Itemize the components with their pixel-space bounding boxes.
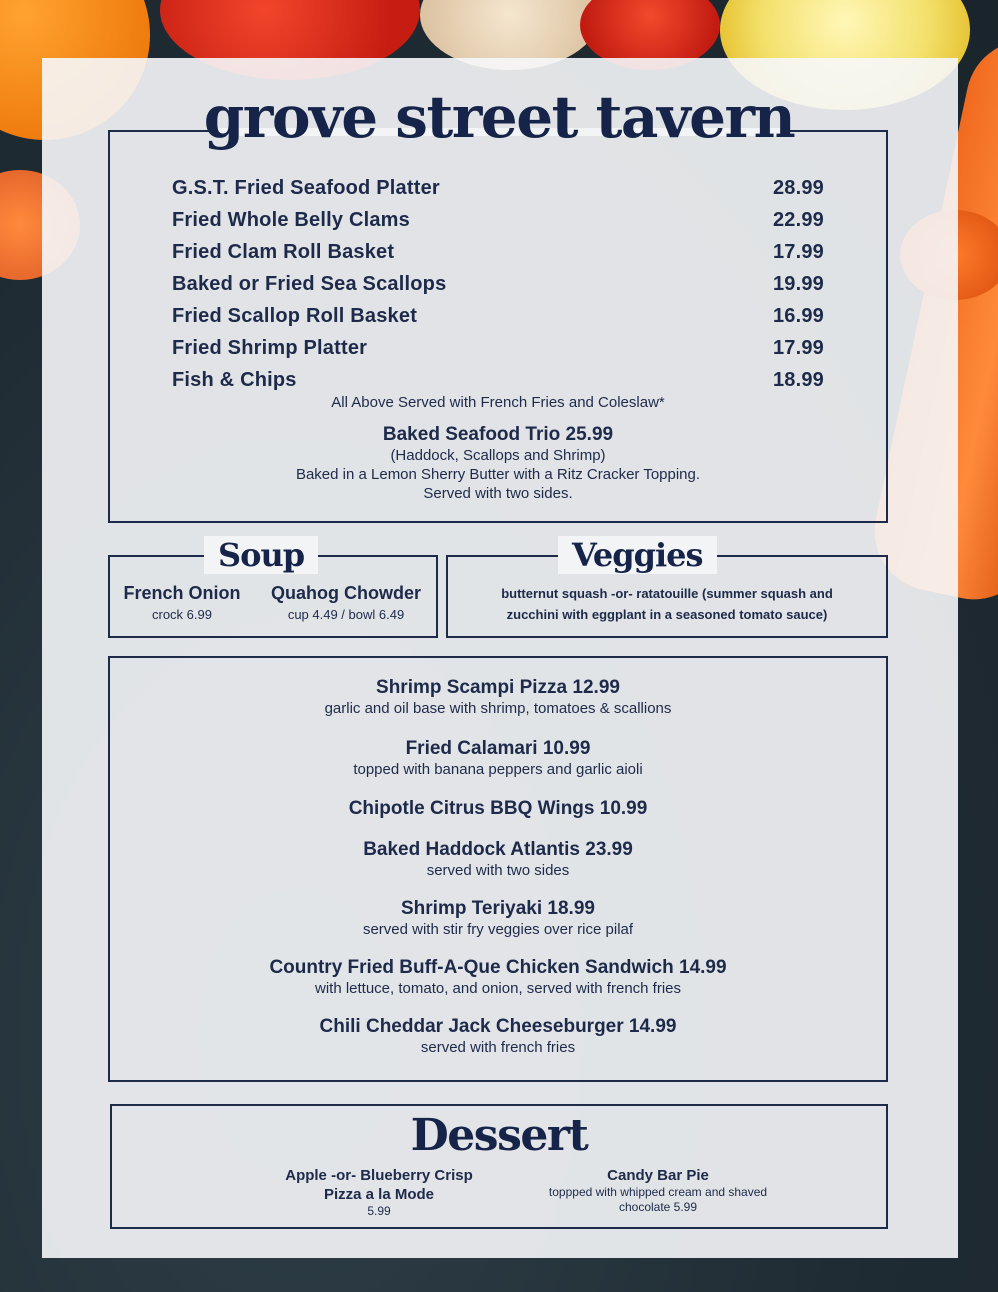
dessert-name-line-2: Pizza a la Mode (323, 1186, 435, 1203)
item-price: 18.99 (772, 368, 824, 391)
restaurant-title: grove street tavern (203, 83, 795, 151)
entree-name: Fried Calamari 10.99 (405, 738, 591, 759)
menu-item-row (172, 236, 824, 268)
item-price: 17.99 (772, 240, 824, 263)
item-name: Fried Whole Belly Clams (172, 208, 410, 231)
item-name: Fish & Chips (172, 368, 297, 391)
veggies-heading: Veggies (558, 536, 717, 574)
item-price: 19.99 (772, 272, 824, 295)
item-price: 16.99 (772, 304, 824, 327)
trio-line-3: Served with two sides. (423, 485, 573, 502)
veggies-section (446, 536, 888, 638)
item-name: Fried Scallop Roll Basket (172, 304, 418, 327)
menu-item-row (172, 204, 824, 236)
entree-name: Country Fried Buff-A-Que Chicken Sandwich 14.99 (269, 957, 727, 978)
soup-name: French Onion (123, 583, 241, 603)
soup-section (108, 536, 438, 638)
item-price: 17.99 (772, 336, 824, 359)
entree-description: served with two sides (426, 862, 570, 879)
menu-item-row (172, 300, 824, 332)
trio-line-2: Baked in a Lemon Sherry Butter with a Ritz Cracker Topping. (295, 466, 701, 483)
soup-name: Quahog Chowder (271, 583, 421, 603)
dessert-section (110, 1104, 888, 1229)
entree-description: served with french fries (420, 1039, 576, 1056)
entree-item (110, 738, 886, 779)
entree-item (110, 798, 886, 820)
entree-name: Shrimp Scampi Pizza 12.99 (376, 677, 620, 698)
entree-item (110, 839, 886, 880)
item-price: 28.99 (772, 176, 824, 199)
soup-item (120, 583, 244, 622)
menu-item-row (172, 364, 824, 396)
soup-price: cup 4.49 / bowl 6.49 (287, 607, 405, 622)
entree-description: with lettuce, tomato, and onion, served with french fries (314, 980, 682, 997)
seafood-price-list (172, 172, 824, 396)
menu-item-row (172, 172, 824, 204)
sides-note: All Above Served with French Fries and Coleslaw* (331, 394, 665, 411)
dessert-name-line-1: Apple -or- Blueberry Crisp (285, 1167, 473, 1184)
item-price: 22.99 (772, 208, 824, 231)
entree-name: Shrimp Teriyaki 18.99 (401, 898, 595, 919)
veggies-description (464, 583, 870, 625)
dessert-heading: Dessert (410, 1110, 588, 1161)
entree-item (110, 677, 886, 718)
entree-description: garlic and oil base with shrimp, tomatoes & scallions (324, 700, 672, 717)
item-name: G.S.T. Fried Seafood Platter (172, 176, 440, 199)
dessert-description-line-2: chocolate 5.99 (618, 1200, 698, 1214)
entree-description: served with stir fry veggies over rice pilaf (362, 921, 634, 938)
item-name: Fried Clam Roll Basket (172, 240, 395, 263)
veggies-line-2: zucchini with eggplant in a seasoned tomato sauce) (506, 607, 828, 622)
item-name: Fried Shrimp Platter (172, 336, 368, 359)
entree-name: Chipotle Citrus BBQ Wings 10.99 (348, 798, 648, 819)
entree-description: topped with banana peppers and garlic aioli (353, 761, 643, 778)
entree-name: Chili Cheddar Jack Cheeseburger 14.99 (319, 1016, 677, 1037)
entree-item (110, 957, 886, 998)
soup-item (260, 583, 432, 622)
dessert-price: 5.99 (367, 1204, 391, 1218)
trio-line-1: (Haddock, Scallops and Shrimp) (390, 447, 606, 464)
soup-heading: Soup (204, 536, 318, 574)
entree-name: Baked Haddock Atlantis 23.99 (363, 839, 633, 860)
dessert-description-line-1: toppped with whipped cream and shaved (548, 1185, 768, 1199)
entrees-section (108, 656, 888, 1082)
menu-item-row (172, 268, 824, 300)
seafood-trio (110, 424, 886, 503)
entree-item (110, 1016, 886, 1057)
trio-name: Baked Seafood Trio 25.99 (382, 424, 614, 445)
dessert-item (262, 1166, 496, 1219)
veggies-line-1: butternut squash -or- ratatouille (summer squash and (501, 586, 833, 601)
seafood-section (108, 130, 888, 523)
menu-item-row (172, 332, 824, 364)
soup-price: crock 6.99 (152, 607, 212, 622)
entree-item (110, 898, 886, 939)
dessert-item (516, 1166, 800, 1215)
dessert-name: Candy Bar Pie (607, 1167, 709, 1184)
item-name: Baked or Fried Sea Scallops (172, 272, 447, 295)
